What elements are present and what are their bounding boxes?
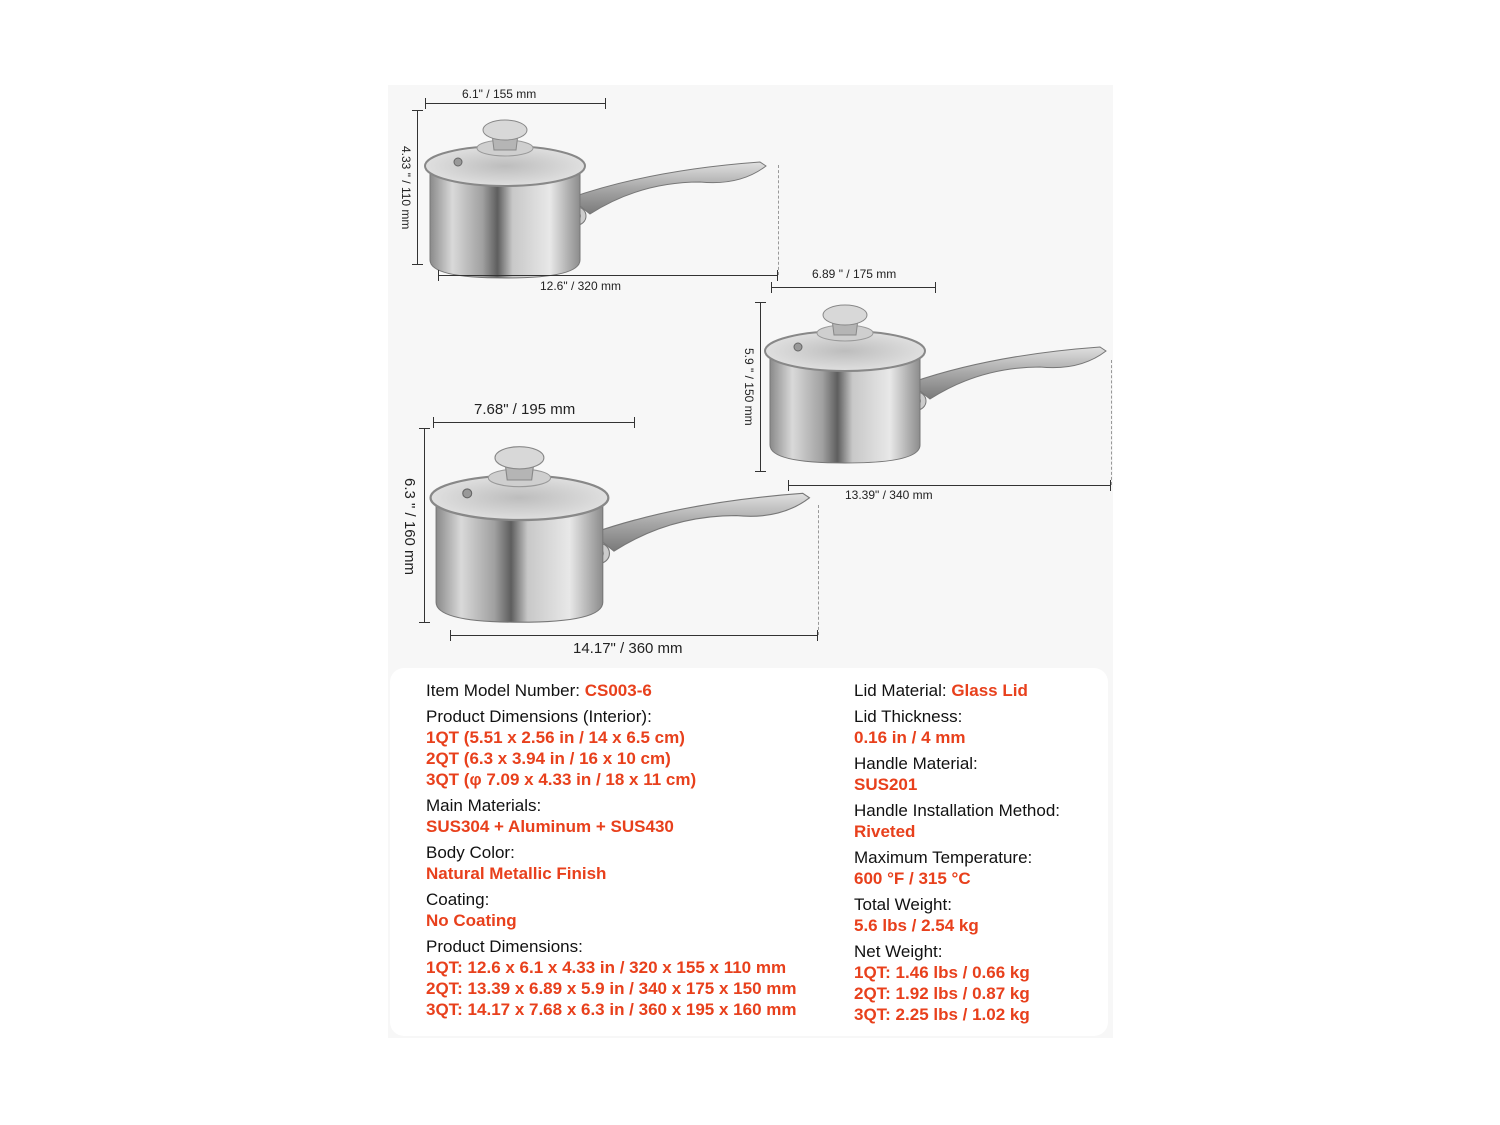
top-width-label-3qt: 7.68" / 195 mm [474, 401, 576, 418]
height-label-2qt: 5.9 " / 150 mm [742, 348, 756, 426]
total-weight-value: 5.6 lbs / 2.54 kg [854, 916, 979, 935]
dashed-guide-2qt [1111, 360, 1112, 485]
spec-model-number [426, 680, 796, 701]
specs-left-column [426, 680, 796, 1025]
specs-right-column [854, 680, 1060, 1030]
net-weight-label: Net Weight: [854, 942, 943, 961]
max-temp-value: 600 °F / 315 °C [854, 869, 971, 888]
net-weight-3qt: 3QT: 2.25 lbs / 1.02 kg [854, 1005, 1030, 1024]
spec-interior-dimensions [426, 706, 796, 790]
dashed-guide-1qt [778, 165, 779, 275]
length-label-1qt: 12.6" / 320 mm [540, 279, 621, 293]
spec-lid-material [854, 680, 1060, 701]
lid-material-value: Glass Lid [951, 681, 1028, 700]
lid-material-label: Lid Material: [854, 681, 952, 700]
dims-value-2qt: 2QT: 13.39 x 6.89 x 5.9 in / 340 x 175 x 150 mm [426, 979, 797, 998]
lid-thickness-label: Lid Thickness: [854, 707, 963, 726]
length-line-1qt [438, 275, 778, 276]
handle-install-label: Handle Installation Method: [854, 801, 1061, 820]
color-label: Body Color: [426, 843, 515, 862]
height-line-1qt [417, 110, 418, 265]
top-width-label-1qt: 6.1" / 155 mm [462, 87, 537, 101]
height-label-3qt: 6.3 " / 160 mm [401, 478, 418, 576]
interior-label: Product Dimensions (Interior): [426, 707, 652, 726]
saucepan-1qt-image [420, 110, 780, 280]
max-temp-label: Maximum Temperature: [854, 848, 1033, 867]
length-line-3qt [450, 635, 818, 636]
spec-main-materials [426, 795, 796, 837]
coating-label: Coating: [426, 890, 490, 909]
handle-install-value: Riveted [854, 822, 916, 841]
dashed-guide-3qt [818, 505, 819, 635]
model-label: Item Model Number: [426, 681, 585, 700]
handle-material-label: Handle Material: [854, 754, 978, 773]
top-width-line-2qt [771, 287, 936, 288]
net-weight-1qt: 1QT: 1.46 lbs / 0.66 kg [854, 963, 1030, 982]
length-label-3qt: 14.17" / 360 mm [573, 640, 683, 657]
length-label-2qt: 13.39" / 340 mm [845, 488, 933, 502]
spec-lid-thickness [854, 706, 1060, 748]
total-weight-label: Total Weight: [854, 895, 952, 914]
interior-value-1qt: 1QT (5.51 x 2.56 in / 14 x 6.5 cm) [426, 728, 685, 747]
net-weight-2qt: 2QT: 1.92 lbs / 0.87 kg [854, 984, 1030, 1003]
spec-handle-material [854, 753, 1060, 795]
spec-coating [426, 889, 796, 931]
specifications-card [390, 668, 1108, 1036]
dims-value-3qt: 3QT: 14.17 x 7.68 x 6.3 in / 360 x 195 x 160 mm [426, 1000, 797, 1019]
spec-product-dimensions [426, 936, 796, 1020]
interior-value-2qt: 2QT (6.3 x 3.94 in / 16 x 10 cm) [426, 749, 671, 768]
color-value: Natural Metallic Finish [426, 864, 607, 883]
spec-max-temperature [854, 847, 1060, 889]
height-label-1qt: 4.33 " / 110 mm [399, 146, 413, 230]
saucepan-3qt-image [425, 425, 825, 635]
spec-body-color [426, 842, 796, 884]
spec-handle-installation [854, 800, 1060, 842]
handle-material-value: SUS201 [854, 775, 918, 794]
dims-value-1qt: 1QT: 12.6 x 6.1 x 4.33 in / 320 x 155 x 110 mm [426, 958, 787, 977]
interior-value-3qt: 3QT (φ 7.09 x 4.33 in / 18 x 11 cm) [426, 770, 697, 789]
top-width-line-1qt [425, 103, 606, 104]
materials-label: Main Materials: [426, 796, 542, 815]
lid-thickness-value: 0.16 in / 4 mm [854, 728, 966, 747]
spec-net-weight [854, 941, 1060, 1025]
model-value: CS003-6 [584, 681, 652, 700]
dims-label: Product Dimensions: [426, 937, 583, 956]
top-width-line-3qt [433, 422, 635, 423]
materials-value: SUS304 + Aluminum + SUS430 [426, 817, 674, 836]
length-line-2qt [788, 485, 1111, 486]
top-width-label-2qt: 6.89 " / 175 mm [812, 267, 897, 281]
coating-value: No Coating [426, 911, 517, 930]
spec-total-weight [854, 894, 1060, 936]
